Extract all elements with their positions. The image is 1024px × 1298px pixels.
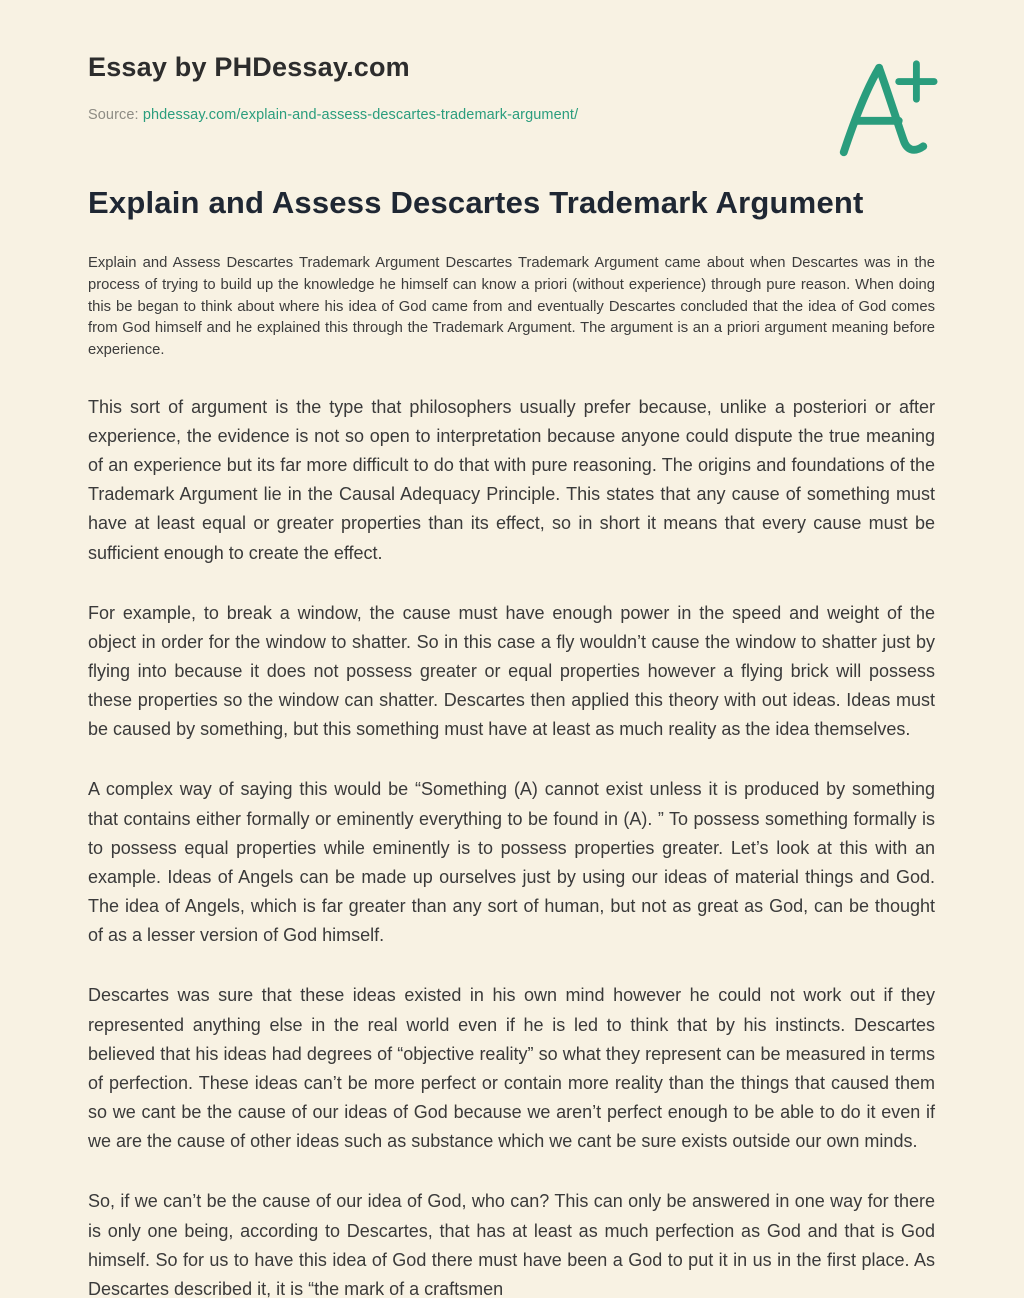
essay-paragraph-6: So, if we can’t be the cause of our idea of God, who can? This can only be answered in one way for there is only one being, according to Descartes, that has at least as much perfection as God and that is God himself. So for us to have this idea of God there must have been a God to put it in us in the first place. As Descartes described it, it is “the mark of a craftsmen <box>88 1191 935 1298</box>
site-title: Essay by PHDessay.com <box>88 52 410 82</box>
essay-paragraph-5: Descartes was sure that these ideas existed in his own mind however he could not work out if they represented anything else in the real world even if he is led to think that by his instincts. Descartes believed that his ideas had degrees of “objective reality” so what they represent can be measured in terms of perfection. These ideas can’t be more perfect or contain more reality than the things that caused them so we cant be the cause of our ideas of God because we aren’t perfect enough to be able to do it even if we are the cause of other ideas such as substance which we cant be sure exists outside our own minds. <box>88 985 935 1152</box>
essay-paragraph-4: A complex way of saying this would be “Something (A) cannot exist unless it is produced by something that contains either formally or eminently everything to be found in (A). ” To possess something formally is to possess equal properties while eminently is to possess properties greater. Let’s look at this with an example. Ideas of Angels can be made up ourselves just by using our ideas of material things and God. The idea of Angels, which is far greater than any sort of human, but not as great as God, can be thought of as a lesser version of God himself. <box>88 779 935 946</box>
source-link[interactable]: phdessay.com/explain-and-assess-descartes-trademark-argument/ <box>142 107 579 123</box>
source-label: Source: <box>88 107 139 123</box>
phdessay-a-plus-logo-icon <box>830 56 938 164</box>
essay-body <box>88 185 935 1298</box>
essay-paragraph-2: This sort of argument is the type that philosophers usually prefer because, unlike a posteriori or after experience, the evidence is not so open to interpretation because anyone could dispute the true meaning of an experience but its far more difficult to do that with pure reasoning. The origins and foundations of the Trademark Argument lie in the Causal Adequacy Principle. This states that any cause of something must have at least equal or greater properties than its effect, so in short it means that every cause must be sufficient enough to create the effect. <box>88 396 935 563</box>
source-line <box>88 107 935 123</box>
essay-title: Explain and Assess Descartes Trademark Argument <box>88 185 864 220</box>
page-header <box>88 52 935 123</box>
essay-paragraph-1: Explain and Assess Descartes Trademark Argument Descartes Trademark Argument came about when Descartes was in the process of trying to build up the knowledge he himself can know a priori (without experience) through pure reason. When doing this be began to think about where his idea of God came from and eventually Descartes concluded that the idea of God comes from God himself and he explained this through the Trademark Argument. The argument is an a priori argument meaning before experience. <box>88 255 935 358</box>
essay-paragraph-3: For example, to break a window, the cause must have enough power in the speed and weight of the object in order for the window to shatter. So in this case a fly wouldn’t cause the window to shatter just by flying into because it does not possess greater or equal properties however a flying brick will possess these properties so the window can shatter. Descartes then applied this theory with out ideas. Ideas must be caused by something, but this something must have at least as much reality as the idea themselves. <box>88 602 935 740</box>
